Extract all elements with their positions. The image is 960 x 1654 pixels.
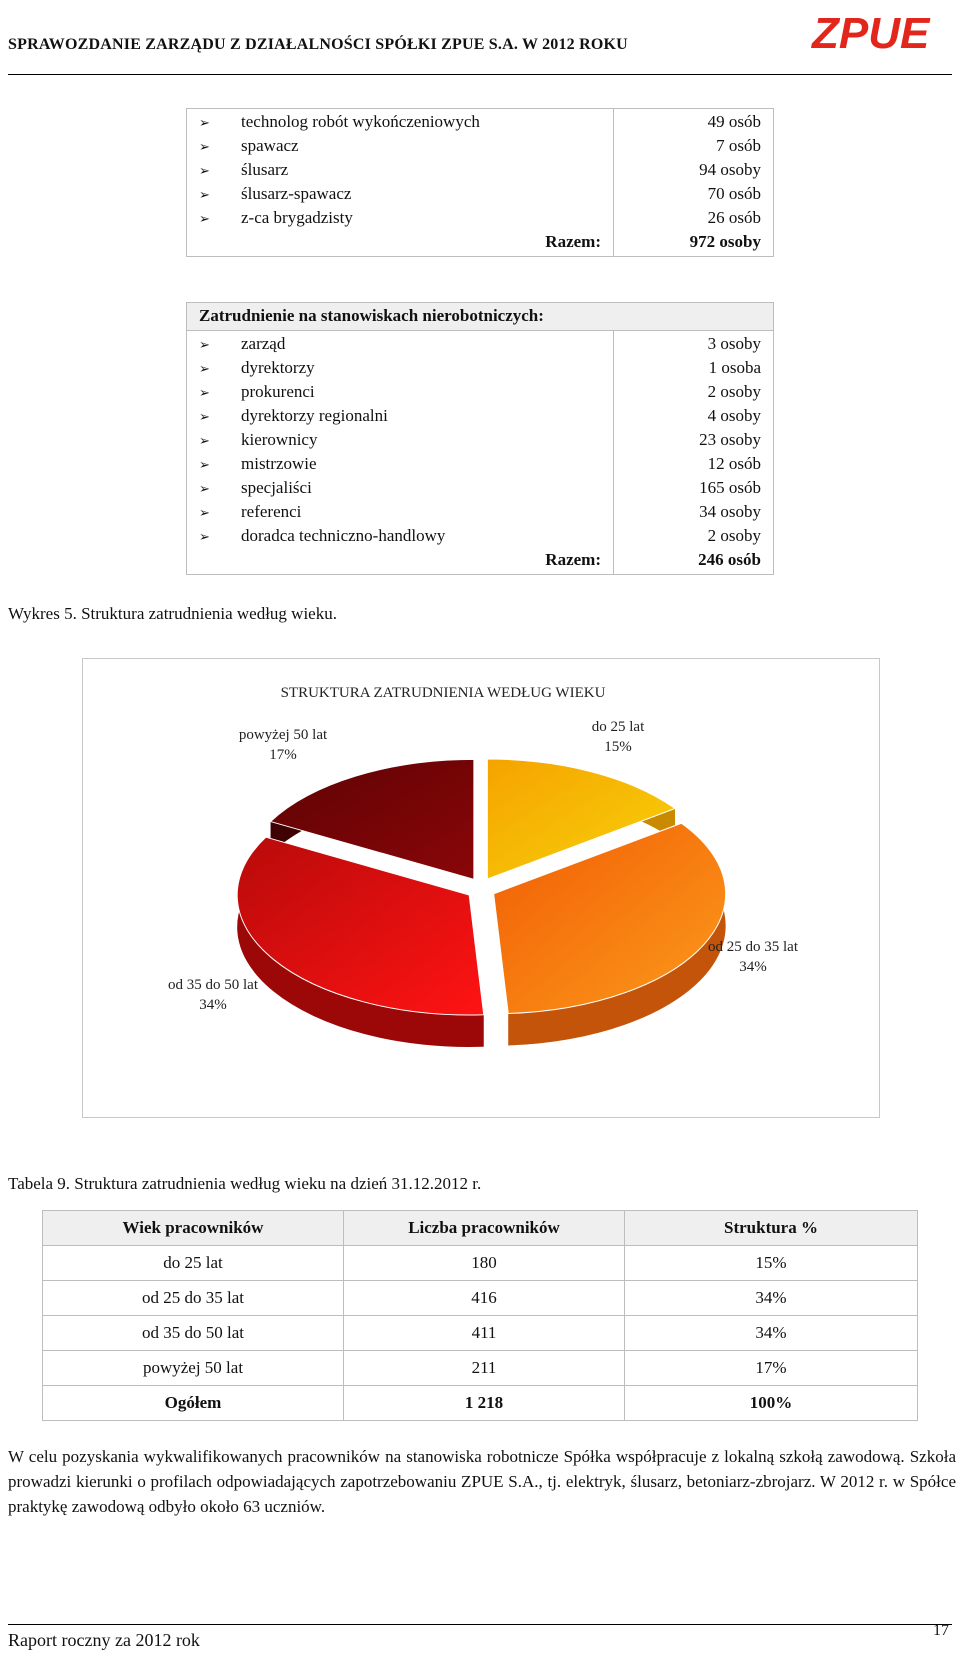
table-row	[43, 1351, 918, 1386]
table-total-cell: Ogółem	[43, 1386, 344, 1421]
footer-report-label: Raport roczny za 2012 rok	[8, 1630, 200, 1650]
slice-name-label: do 25 lat	[591, 719, 645, 735]
header-share: Struktura %	[625, 1211, 918, 1246]
table-cell: do 25 lat	[43, 1246, 344, 1281]
worker-counts-cell	[614, 109, 774, 257]
list-item-count: 49 osób	[707, 112, 761, 131]
list-item-label: referenci	[241, 502, 302, 521]
list-item	[199, 452, 601, 476]
list-item	[199, 524, 601, 548]
list-item-label: spawacz	[241, 136, 299, 155]
list-item-count: 26 osób	[707, 208, 761, 227]
slice-name-label: od 35 do 50 lat	[168, 977, 258, 993]
list-item	[199, 428, 601, 452]
table-total-row	[43, 1386, 918, 1421]
zpue-logo	[804, 2, 930, 62]
arrow-bullet-icon: ➢	[199, 385, 210, 400]
arrow-bullet-icon: ➢	[199, 361, 210, 376]
table-cell: 411	[344, 1316, 625, 1351]
arrow-bullet-icon: ➢	[199, 115, 210, 130]
list-item-label: dyrektorzy regionalni	[241, 406, 388, 425]
slice-name-label: od 25 do 35 lat	[708, 939, 798, 955]
list-item	[199, 158, 601, 182]
office-total-value: 246 osób	[698, 550, 761, 569]
table-total-cell: 1 218	[344, 1386, 625, 1421]
header-count: Liczba pracowników	[344, 1211, 625, 1246]
arrow-bullet-icon: ➢	[199, 211, 210, 226]
list-item-count: 4 osoby	[707, 406, 761, 425]
chart-title: STRUKTURA ZATRUDNIENIA WEDŁUG WIEKU	[280, 685, 606, 701]
list-item	[199, 476, 601, 500]
list-item-label: specjaliści	[241, 478, 312, 497]
table-cell: 17%	[625, 1351, 918, 1386]
table-total-cell: 100%	[625, 1386, 918, 1421]
list-item-label: ślusarz-spawacz	[241, 184, 352, 203]
list-item	[199, 110, 601, 134]
list-item	[199, 134, 601, 158]
arrow-bullet-icon: ➢	[199, 409, 210, 424]
slice-value-label: 34%	[739, 959, 767, 975]
list-item-count: 7 osób	[716, 136, 761, 155]
arrow-bullet-icon: ➢	[199, 187, 210, 202]
list-item-label: doradca techniczno-handlowy	[241, 526, 446, 545]
arrow-bullet-icon: ➢	[199, 481, 210, 496]
list-item-label: prokurenci	[241, 382, 315, 401]
worker-labels-cell	[187, 109, 614, 257]
chart-caption: Wykres 5. Struktura zatrudnienia według wieku.	[8, 604, 337, 623]
office-total-label: Razem:	[545, 550, 601, 569]
list-item	[199, 356, 601, 380]
office-heading-cell	[187, 303, 774, 331]
office-heading: Zatrudnienie na stanowiskach nierobotniczych:	[199, 306, 544, 325]
list-item	[199, 182, 601, 206]
table-cell: 34%	[625, 1281, 918, 1316]
slice-value-label: 15%	[604, 739, 632, 755]
table-cell: 416	[344, 1281, 625, 1316]
worker-positions-table	[186, 108, 774, 257]
worker-total-value: 972 osoby	[689, 232, 761, 251]
list-item-label: mistrzowie	[241, 454, 317, 473]
page-number: 17	[933, 1622, 949, 1639]
age-structure-chart	[82, 658, 880, 1118]
list-item	[199, 500, 601, 524]
list-item	[199, 206, 601, 230]
list-item-label: zarząd	[241, 334, 286, 353]
list-item-count: 2 osoby	[707, 382, 761, 401]
worker-total-label: Razem:	[545, 232, 601, 251]
arrow-bullet-icon: ➢	[199, 163, 210, 178]
list-item	[199, 332, 601, 356]
list-item	[199, 380, 601, 404]
list-item-label: technolog robót wykończeniowych	[241, 112, 480, 131]
list-item-label: kierownicy	[241, 430, 318, 449]
table-cell: 180	[344, 1246, 625, 1281]
list-item-label: z-ca brygadzisty	[241, 208, 353, 227]
list-item-count: 2 osoby	[707, 526, 761, 545]
footer-rule	[8, 1624, 952, 1625]
arrow-bullet-icon: ➢	[199, 505, 210, 520]
arrow-bullet-icon: ➢	[199, 457, 210, 472]
age-structure-table	[42, 1210, 918, 1421]
list-item-count: 165 osób	[699, 478, 761, 497]
arrow-bullet-icon: ➢	[199, 433, 210, 448]
table-cell: od 35 do 50 lat	[43, 1316, 344, 1351]
header-rule	[8, 74, 952, 75]
list-item-label: dyrektorzy	[241, 358, 315, 377]
table-cell: od 25 do 35 lat	[43, 1281, 344, 1316]
list-item	[199, 404, 601, 428]
arrow-bullet-icon: ➢	[199, 529, 210, 544]
body-paragraph: W celu pozyskania wykwalifikowanych pracowników na stanowiska robotnicze Spółka współpracuje z lokalną szkołą zawodową. Szkoła prowadzi kierunki o profilach odpowiadających zapotrzebowaniu ZPUE S.A., tj. elektryk, ślusarz, betoniarz-zbrojarz. W 2012 r. w Spółce praktykę zawodową odbyło około 63 uczniów.	[8, 1447, 956, 1516]
logo-text: ZPUE	[812, 9, 930, 58]
list-item-count: 23 osoby	[699, 430, 761, 449]
table-caption: Tabela 9. Struktura zatrudnienia według wieku na dzień 31.12.2012 r.	[8, 1174, 482, 1193]
office-positions-table	[186, 302, 774, 575]
slice-value-label: 34%	[199, 997, 227, 1013]
pie-chart-svg	[83, 659, 879, 1117]
report-header-title: SPRAWOZDANIE ZARZĄDU Z DZIAŁALNOŚCI SPÓŁKI ZPUE S.A. W 2012 ROKU	[8, 36, 628, 53]
table-cell: powyżej 50 lat	[43, 1351, 344, 1386]
list-item-count: 94 osoby	[699, 160, 761, 179]
table-cell: 34%	[625, 1316, 918, 1351]
table-cell: 211	[344, 1351, 625, 1386]
list-item-count: 12 osób	[707, 454, 761, 473]
table-row	[43, 1281, 918, 1316]
slice-name-label: powyżej 50 lat	[238, 727, 328, 743]
header-age: Wiek pracowników	[43, 1211, 344, 1246]
office-counts-cell	[614, 331, 774, 575]
list-item-count: 3 osoby	[707, 334, 761, 353]
list-item-label: ślusarz	[241, 160, 289, 179]
arrow-bullet-icon: ➢	[199, 337, 210, 352]
table-cell: 15%	[625, 1246, 918, 1281]
slice-value-label: 17%	[269, 747, 297, 763]
arrow-bullet-icon: ➢	[199, 139, 210, 154]
age-table-header-row	[43, 1211, 918, 1246]
list-item-count: 34 osoby	[699, 502, 761, 521]
table-row	[43, 1246, 918, 1281]
list-item-count: 1 osoba	[708, 358, 761, 377]
list-item-count: 70 osób	[707, 184, 761, 203]
table-row	[43, 1316, 918, 1351]
office-labels-cell	[187, 331, 614, 575]
